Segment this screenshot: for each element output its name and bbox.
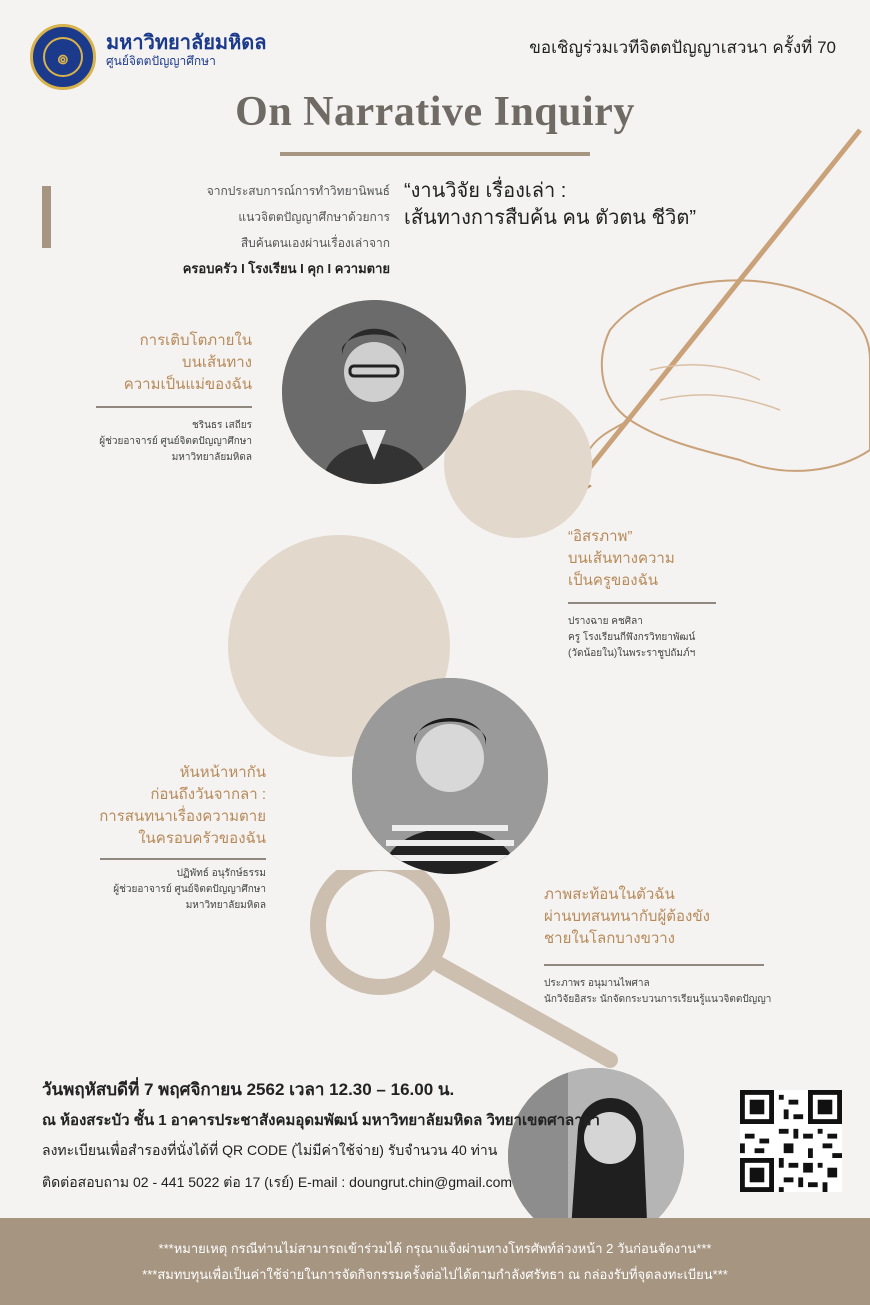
speaker-org: (วัดน้อยใน)ในพระราชูปถัมภ์ฯ [568, 648, 696, 659]
talk-1-title [60, 330, 252, 396]
talk-title-line: บนเส้นทางความ [568, 550, 675, 567]
talk-4-speaker [544, 976, 854, 1008]
invitation-text: ขอเชิญร่วมเวทีจิตตปัญญาเสวนา ครั้งที่ 70 [529, 38, 836, 57]
speaker-role: ผู้ช่วยอาจารย์ ศูนย์จิตตปัญญาศึกษา [99, 436, 252, 447]
divider [544, 964, 764, 966]
talk-1-speaker [20, 418, 252, 466]
event-date: วันพฤหัสบดีที่ 7 พฤศจิกายน 2562 เวลา 12.30 – 16.00 น. [42, 1080, 455, 1099]
event-venue: ณ ห้องสระบัว ชั้น 1 อาคารประชาสังคมอุดมพัฒน์ มหาวิทยาลัยมหิดล วิทยาเขตศาลายา [42, 1112, 600, 1129]
talk-title-line: เป็นครูของฉัน [568, 572, 659, 589]
speaker-role: นักวิจัยอิสระ นักจัดกระบวนการเรียนรู้แนวจิตตปัญญา [544, 994, 772, 1005]
intro-topics: ครอบครัว I โรงเรียน I คุก I ความตาย [182, 261, 390, 276]
talk-title-line: ก่อนถึงวันจากลา : [150, 786, 266, 803]
person-icon [282, 300, 466, 484]
center-name: ศูนย์จิตตปัญญาศึกษา [106, 54, 216, 68]
talk-title-line: ชายในโลกบางขวาง [544, 930, 675, 947]
talk-title-line: บนเส้นทาง [182, 354, 252, 371]
speaker-photo-1 [282, 300, 466, 484]
speaker-name: ปรางฉาย คชศิลา [568, 616, 643, 627]
speaker-name: ชรินธร เสถียร [191, 420, 252, 431]
talk-title-line: หันหน้าหากัน [179, 764, 266, 781]
person-icon [352, 678, 548, 874]
divider [568, 602, 716, 604]
footer-note: ***หมายเหตุ กรณีท่านไม่สามารถเข้าร่วมได้ กรุณาแจ้งผ่านทางโทรศัพท์ล่วงหน้า 2 วันก่อนจัดงาน*** [158, 1241, 712, 1256]
seal-icon: ๏ [43, 37, 83, 77]
talk-title-line: ความเป็นแม่ของฉัน [123, 376, 252, 393]
intro-line: สืบค้นตนเองผ่านเรื่องเล่าจาก [240, 236, 390, 250]
talk-title-line: “อิสรภาพ” [568, 528, 633, 545]
intro-line: แนวจิตตปัญญาศึกษาด้วยการ [238, 210, 390, 224]
talk-4-title [544, 884, 804, 950]
quote-line: “งานวิจัย เรื่องเล่า : [404, 180, 567, 202]
page-title: On Narrative Inquiry [235, 89, 635, 135]
talk-title-line: ภาพสะท้อนในตัวฉัน [544, 886, 675, 903]
talk-title-line: การสนทนาเรื่องความตาย [99, 808, 266, 825]
event-register: ลงทะเบียนเพื่อสำรองที่นั่งได้ที่ QR CODE (ไม่มีค่าใช้จ่าย) รับจำนวน 40 ท่าน [42, 1142, 498, 1158]
hand-icon [602, 280, 870, 471]
university-logo [30, 24, 96, 90]
qr-code-icon[interactable] [740, 1090, 842, 1192]
speaker-name: ปฏิพัทธ์ อนุรักษ์ธรรม [176, 868, 266, 879]
decor-circle [444, 390, 592, 538]
speaker-role: ผู้ช่วยอาจารย์ ศูนย์จิตตปัญญาศึกษา [113, 884, 266, 895]
pen-icon [580, 130, 860, 480]
speaker-photo-2 [352, 678, 548, 874]
intro-line: จากประสบการณ์การทำวิทยานิพนธ์ [206, 184, 390, 198]
event-contact: ติดต่อสอบถาม 02 - 441 5022 ต่อ 17 (เรย์) E-mail : doungrut.chin@gmail.com [42, 1174, 513, 1190]
speaker-org: มหาวิทยาลัยมหิดล [171, 452, 252, 463]
talk-title-line: ผ่านบทสนทนากับผู้ต้องขัง [544, 908, 710, 925]
divider [100, 858, 266, 860]
intro-text [60, 178, 390, 282]
talk-2-title [568, 526, 788, 592]
speaker-name: ประภาพร อนุมานไพศาล [544, 978, 650, 989]
speaker-role: ครู โรงเรียนกีฬังกรวิทยาพัฒน์ [568, 632, 696, 643]
university-name: มหาวิทยาลัยมหิดล [106, 32, 267, 54]
talk-3-title [40, 762, 266, 850]
intro-bar [42, 186, 51, 248]
talk-title-line: การเติบโตภายใน [139, 332, 252, 349]
quote-line: เส้นทางการสืบค้น คน ตัวตน ชีวิต” [404, 207, 696, 229]
footer-notes [0, 1218, 870, 1305]
talk-title-line: ในครอบครัวของฉัน [138, 830, 266, 847]
divider [96, 406, 252, 408]
talk-3-speaker [20, 866, 266, 914]
footer-note: ***สมทบทุนเพื่อเป็นค่าใช้จ่ายในการจัดกิจกรรมครั้งต่อไปได้ตามกำลังศรัทธา ณ กล่องรับที่จุดลงทะเบียน*** [142, 1267, 728, 1282]
speaker-org: มหาวิทยาลัยมหิดล [185, 900, 266, 911]
talk-2-speaker [568, 614, 828, 662]
